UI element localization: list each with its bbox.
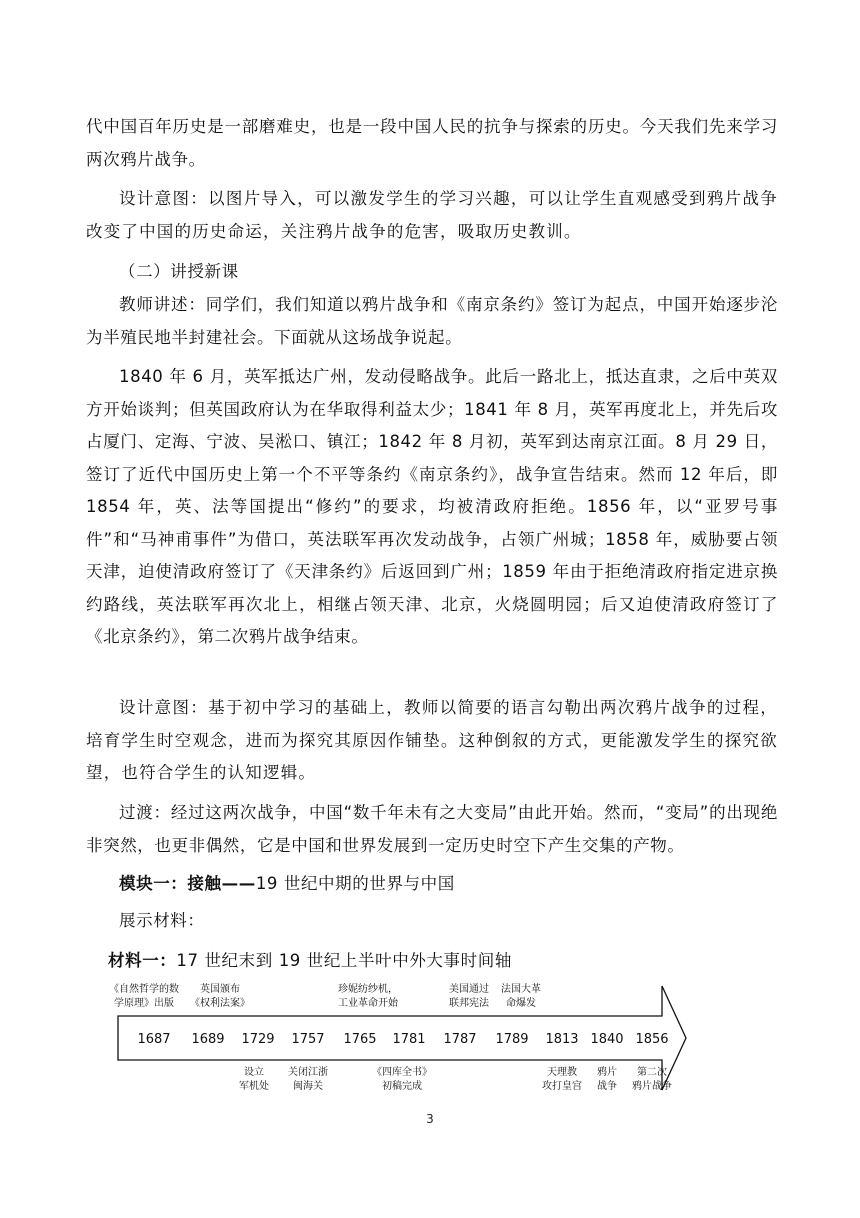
timeline-below-event-label: 军机处 — [239, 1081, 269, 1092]
paragraph-design-intent-2: 设计意图：基于初中学习的基础上，教师以简要的语言勾勒出两次鸦片战争的过程，培育学生时空观念，进而为探究其原因作铺垫。这种倒叙的方式，更能激发学生的探究欲望，也符合学生的认知逻辑。 — [86, 698, 778, 782]
timeline-year: 1687 — [137, 1032, 171, 1047]
timeline-below-event-label: 第二次 — [637, 1067, 667, 1078]
timeline-year: 1765 — [343, 1032, 377, 1047]
timeline-below-event-label: 攻打皇宫 — [542, 1081, 582, 1092]
timeline-below-event-label: 设立 — [244, 1067, 264, 1078]
timeline-year: 1729 — [241, 1032, 275, 1047]
timeline-below-event-label: 鸦片战争 — [632, 1081, 672, 1092]
timeline-below-event-label: 战争 — [597, 1081, 617, 1092]
timeline-above-event-label: 学原理》出版 — [114, 998, 174, 1009]
module-title: 19 世纪中期的世界与中国 — [255, 874, 455, 893]
show-material-label: 展示材料： — [119, 911, 205, 930]
timeline-above-event-label: 命爆发 — [506, 998, 536, 1009]
timeline-above-event-label: 《权利法案》 — [190, 998, 250, 1009]
timeline-above-event-label: 英国颁布 — [200, 984, 240, 995]
section-heading-new-lesson: （二）讲授新课 — [119, 262, 239, 281]
material-label: 材料一： — [108, 951, 177, 970]
timeline-below-event-label: 关闭江浙 — [288, 1067, 328, 1078]
page-number: 3 — [426, 1112, 434, 1126]
timeline-year: 1787 — [443, 1032, 477, 1047]
timeline-events-above — [109, 982, 541, 1009]
timeline-above-event-label: 《自然哲学的数 — [109, 984, 179, 995]
timeline-year: 1813 — [545, 1032, 579, 1047]
timeline-year: 1840 — [590, 1032, 624, 1047]
timeline-year: 1757 — [291, 1032, 325, 1047]
timeline-year: 1789 — [495, 1032, 529, 1047]
timeline-below-event-label: 鸦片 — [597, 1067, 617, 1078]
timeline-below-event-label: 天理教 — [547, 1067, 577, 1078]
timeline-diagram — [96, 978, 692, 1096]
module-label: 模块一：接触—— — [119, 874, 256, 893]
timeline-above-event-label: 珍妮纺纱机， — [338, 984, 398, 995]
material-heading — [108, 945, 748, 978]
timeline-events-below — [239, 1065, 672, 1092]
timeline-year: 1781 — [392, 1032, 426, 1047]
module-heading — [86, 868, 778, 901]
paragraph-design-intent-1: 设计意图：以图片导入，可以激发学生的学习兴趣，可以让学生直观感受到鸦片战争改变了中国的历史命运，关注鸦片战争的危害，吸取历史教训。 — [86, 189, 778, 241]
timeline-below-event-label: 闽海关 — [293, 1081, 323, 1092]
timeline-year: 1856 — [635, 1032, 669, 1047]
timeline-above-event-label: 法国大革 — [501, 984, 541, 995]
timeline-above-event-label: 联邦宪法 — [449, 998, 489, 1009]
timeline-below-event-label: 初稿完成 — [382, 1081, 422, 1092]
timeline-year: 1689 — [191, 1032, 225, 1047]
timeline-above-event-label: 工业革命开始 — [338, 998, 398, 1009]
paragraph-transition: 过渡：经过这两次战争，中国“数千年未有之大变局”由此开始。然而，“变局”的出现绝非突然，也更非偶然，它是中国和世界发展到一定历史时空下产生交集的产物。 — [86, 803, 778, 855]
timeline-above-event-label: 美国通过 — [449, 984, 489, 995]
paragraph-intro-end: 代中国百年历史是一部磨难史，也是一段中国人民的抗争与探索的历史。今天我们先来学习两次鸦片战争。 — [86, 117, 778, 169]
material-title: 17 世纪末到 19 世纪上半叶中外大事时间轴 — [176, 951, 512, 970]
paragraph-war-history: 1840 年 6 月，英军抵达广州，发动侵略战争。此后一路北上，抵达直隶，之后中英双方开始谈判；但英国政府认为在华取得利益太少；1841 年 8 月，英军再度北上，并先后攻占厦门、定海、宁波、吴淞口、镇江；1842 年 8 月初，英军到达南京江面。8 月 29 日，签订了近代中国历史上第一个不平等条约《南京条约》，战争宣告结束。然而 12 年后，即 1854 年，英、法等国提出“修约”的要求，均被清政府拒绝。1856 年，以“亚罗号事件”和“马神甫事件”为借口，英法联军再次发动战争，占领广州城；1858 年，威胁要占领天津，迫使清政府签订了《天津条约》后返回到广州；1859 年由于拒绝清政府指定进京换约路线，英法联军再次北上，相继占领天津、北京，火烧圆明园；后又迫使清政府签订了《北京条约》，第二次鸦片战争结束。 — [86, 367, 778, 646]
paragraph-teacher-narration: 教师讲述：同学们，我们知道以鸦片战争和《南京条约》签订为起点，中国开始逐步沦为半殖民地半封建社会。下面就从这场战争说起。 — [86, 295, 778, 347]
timeline-below-event-label: 《四库全书》 — [372, 1067, 432, 1078]
